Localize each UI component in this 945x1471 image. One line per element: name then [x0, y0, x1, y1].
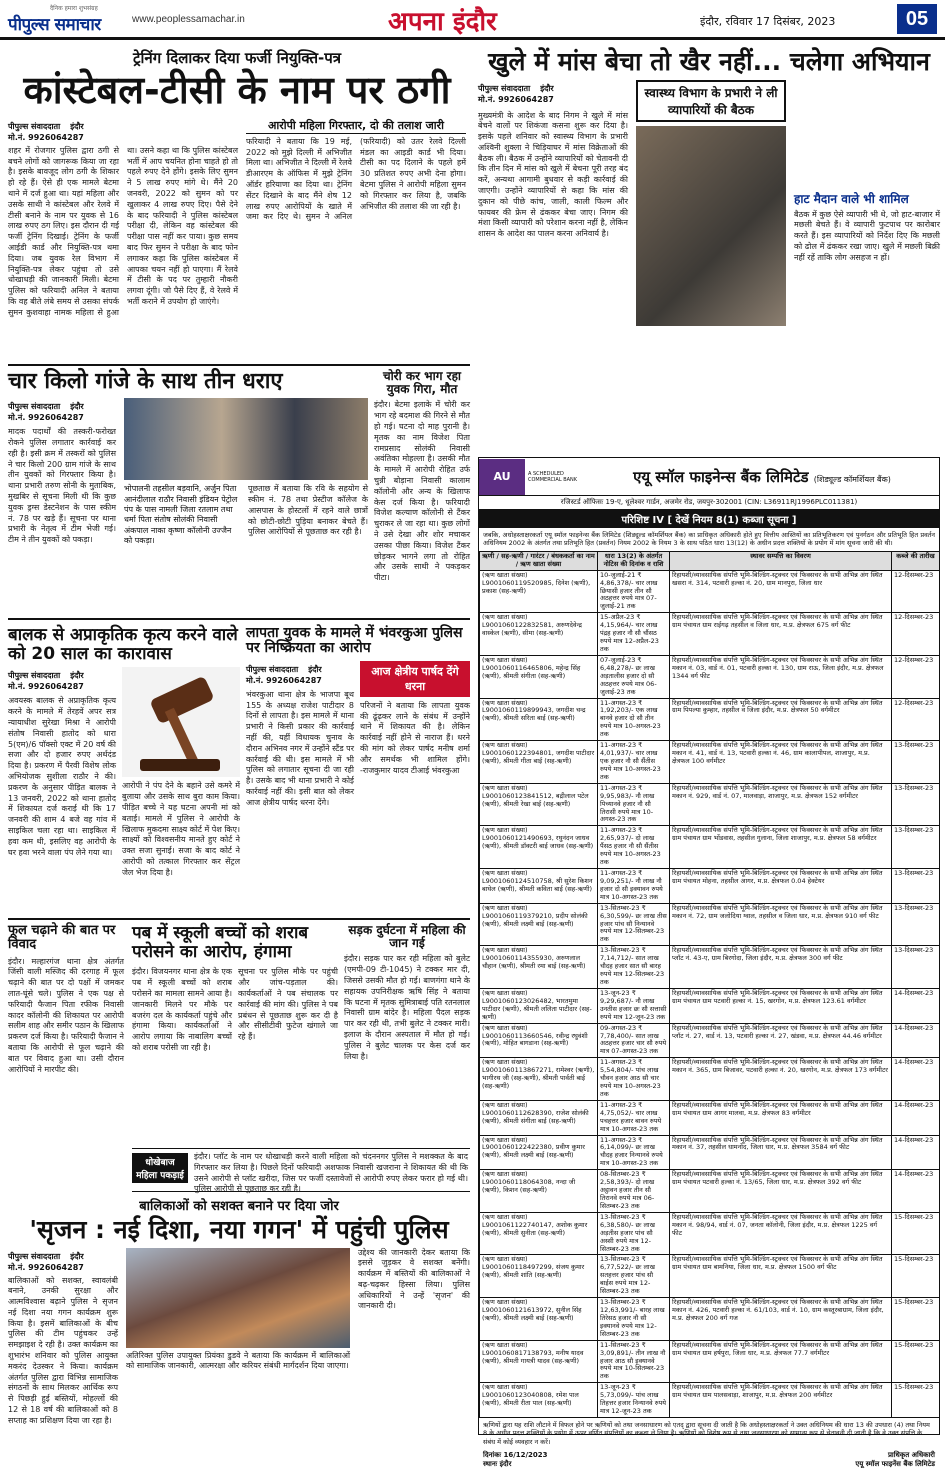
- bank-logo-text: AU: [493, 469, 511, 483]
- article-headline: फूल चढ़ाने की बात पर विवाद: [8, 923, 116, 953]
- gavel-illustration: [122, 667, 240, 777]
- borrower-cell: (ऋण खाता संख्या) L9001060118064308, नन्दा जी (ऋणी), किशन (सह-ऋणी): [480, 1170, 598, 1213]
- section-title: अपना इंदौर: [388, 7, 497, 37]
- notice-intro: जबकि, अधोहस्ताक्षरकर्ता एयू स्मॉल फाइनेन्स बैंक लिमिटेड (शिड्यूल्ड कॉमर्शियल बैंक) का प्राधिकृत अधिकारी होते हुए वित्तीय आस्तियों का प्रतिभूतिकरण एवं पुनर्गठन और प्रतिभूति हित प्रवर्तन अधिनियम 2002 के अंतर्गत तथा प्रतिभूति हित (प्रवर्तन) नियम 2002 के नियम 3 के साथ पठित धारा 13(12) के अधीन प्रदत्त शक्तियों के प्रयोग में मांग सूचना जारी की थी।: [483, 531, 935, 548]
- demand-notice-cell: 13-जून-23 ₹ 5,73,099/- पांच लाख तिहत्तर हजार निन्यानवे रुपये मात्र 12-जून-23 तक: [598, 1383, 670, 1418]
- possession-date-cell: 14-दिसम्बर-23: [892, 1170, 940, 1213]
- table-row: [480, 1340, 940, 1383]
- possession-date-cell: 15-दिसम्बर-23: [892, 1340, 940, 1383]
- notice-footer: ऋणियों द्वारा यह राशि लौटाने में विफल होने पर ऋणियों को तथा जनसाधारण को एतद् द्वारा सूचना दी जाती है कि अधोहस्ताक्षरकर्ता ने उक्त अधिनियम की धारा 13 की उपधारा (4) तथा नियम 8 के अधीन प्रदत्त शक्तियों के प्रयोग में ऊपर वर्णित संपत्तियों का कब्जा ले लिया है। ऋणियों को विशेष रूप से तथा जनसाधारण को सामान्य रूप से चेतावनी दी जाती है कि वे उक्त संपत्ति के संबंध में कोई व्यवहार न करें।: [483, 1420, 930, 1446]
- column-header: ऋणी / सह-ऋणी / गारंटर / बंधककर्ता का नाम / ऋण खाता संख्या: [480, 551, 598, 570]
- demand-notice-cell: 10-जुलाई-21 ₹ 4,86,378/- चार लाख छियासी हजार तीन सौ अठहत्तर रुपये मात्र 07-जुलाई-21 तक: [598, 570, 670, 613]
- property-cell: रिहायशी/व्यावसायिक संपत्ति भूमि-बिल्डिंग-स्ट्रक्चर एवं फिक्सचर के सभी अभिन्न अंग स्थित ग्राम पंचायत पटवारी हल्का नं. 13/65, जिला धार, म.प्र. क्षेत्रफल 392 वर्ग फीट: [670, 1170, 892, 1213]
- property-cell: रिहायशी/व्यावसायिक संपत्ति भूमि-बिल्डिंग-स्ट्रक्चर एवं फिक्सचर के सभी अभिन्न अंग स्थित ग्राम पंचायत ग्राम बामनिया, जिला धार, म.प्र. क्षेत्रफल 1500 वर्ग फीट: [670, 1255, 892, 1298]
- demand-notice-cell: 13-जून-23 ₹ 9,29,687/- नौ लाख उनतीस हजार छः सौ सत्तासी रुपये मात्र 12-जून-23 तक: [598, 988, 670, 1023]
- demand-notice-cell: 11-अगस्त-23 ₹ 1,92,203/- एक लाख बानवे हजार दो सौ तीन रुपये मात्र 10-अगस्त-23 तक: [598, 698, 670, 741]
- borrower-cell: (ऋण खाता संख्या) L9001060118497299, संजय कुमार (ऋणी), श्रीमती शांति (सह-ऋणी): [480, 1255, 598, 1298]
- article-body: मादक पदार्थों की तस्करी-फरोख्त रोकने पुलिस लगातार कार्रवाई कर रही है। इसी क्रम में तस्करों को पुलिस ने चार किलो 200 ग्राम गांजे के साथ तीन युवकों को गिरफ्तार किया है। थाना प्रभारी तरुण सोनी के मुताबिक, मुखबिर से सूचना मिली थी कि कुछ युवक ड्रग्स डेस्टनेशन के पास स्कीम नं. 78 पर खड़े हैं। सूचना पर थाना प्रभारी के नेतृत्व में टीम भेजी गई। टीम ने तीन युवकों को पकड़ा।: [8, 427, 116, 545]
- signatory-org: एयू स्मॉल फाइनेंस बैंक लिमिटेड: [855, 1460, 935, 1469]
- borrower-cell: (ऋण खाता संख्या) L9001060122422380, प्रवीण कुमार (ऋणी), श्रीमती लक्ष्मी बाई (सह-ऋणी): [480, 1135, 598, 1170]
- byline: [8, 401, 116, 412]
- event-photo: [126, 1248, 350, 1348]
- byline-mobile: मो.नं. 9926064287: [8, 682, 84, 692]
- article-body: भंवरकुआ थाना क्षेत्र के भाजपा बूथ 155 के अध्यक्ष राजेश पाटीदार 8 दिनों से लापता है। इस मामले में थाना प्रभारी ने किसी प्रकार की कार्रवाई नहीं की, यहीं विधायक चुनाव के दौरान अभिनव नगर में उन्होंने स्टैंड पर कार्रवाई की थी। इस मामले में भी पुलिस को लगातार सूचना दी जा रही है। उसके बाद भी थाना प्रभारी ने कोई कार्रवाई नहीं की। इसी बात को लेकर आज क्षेत्रीय पार्षद धरना देंगे।: [246, 689, 354, 807]
- article-body: इंदौर। विजयनगर थाना क्षेत्र के एक पब में स्कूली बच्चों को शराब परोसने का मामला सामने आया है। जानकारी मिलने पर मौके पर बजरंग दल के कार्यकर्ता पहुंचे और हंगामा किया। कार्यकर्ताओं ने आरोप लगाया कि नाबालिग बच्चों को शराब परोसी जा रही है।: [132, 967, 232, 1052]
- article-body-2: अतिरिक्त पुलिस उपायुक्त प्रियंका डुडवे ने बताया कि कार्यक्रम में बालिकाओं को सामाजिक जानकारी, आत्मरक्षा और करियर संबंधी मार्गदर्शन दिया जाएगा।: [126, 1350, 350, 1371]
- table-row: [480, 1135, 940, 1170]
- divider: [8, 364, 470, 366]
- property-cell: रिहायशी/व्यावसायिक संपत्ति भूमि-बिल्डिंग-स्ट्रक्चर एवं फिक्सचर के सभी अभिन्न अंग स्थित ग्राम पंचायत ग्राम हर्षपुरा, जिला धार, म.प्र. क्षेत्रफल 77.7 वर्गमीटर: [670, 1340, 892, 1383]
- possession-date-cell: 14-दिसम्बर-23: [892, 1058, 940, 1101]
- possession-table: [479, 551, 940, 1418]
- article-body: इंदौर। मल्हारगंज थाना क्षेत्र अंतर्गत जिंसी वाली मस्जिद की दरगाह में फूल चढ़ाने की बात पर दो पक्षों में जमकर लात-घूंसे चले। पुलिस ने एक पक्ष से फरियादी फैजान पिता रफीक निवासी कादर कॉलोनी की शिकायत पर आरोपी सलीम शाह और समीर पठान के खिलाफ प्रकरण दर्ज किया है। फरियादी फैजान ने बताया कि आरोपी से फूल चढ़ाने की बात पर विवाद हुआ था। उसी दौरान आरोपियों ने मारपीट की।: [8, 956, 124, 1074]
- gavel-icon: [122, 667, 240, 777]
- property-cell: रिहायशी/व्यावसायिक संपत्ति भूमि-बिल्डिंग-स्ट्रक्चर एवं फिक्सचर के सभी अभिन्न अंग स्थित मकान नं. 72, ग्राम जलोदिया ग्वाल, तहसील व जिला धार, म.प्र. क्षेत्रफल 910 वर्ग फीट: [670, 903, 892, 946]
- article-flower-dispute: [8, 924, 124, 1144]
- byline-city: इंदौर: [540, 83, 554, 93]
- property-cell: रिहायशी/व्यावसायिक संपत्ति भूमि-बिल्डिंग-स्ट्रक्चर एवं फिक्सचर के सभी अभिन्न अंग स्थित ग्राम पिपल्या कुम्हार, तहसील व जिला इंदौर, म.प्र. क्षेत्रफल 50 वर्गमीटर: [670, 698, 892, 741]
- table-row: [480, 698, 940, 741]
- borrower-cell: (ऋण खाता संख्या) L9001060121613972, सुनील सिंह (ऋणी), श्रीमती लक्ष्मी बाई (सह-ऋणी): [480, 1298, 598, 1341]
- property-cell: रिहायशी/व्यावसायिक संपत्ति भूमि-बिल्डिंग-स्ट्रक्चर एवं फिक्सचर के सभी अभिन्न अंग स्थित प्लॉट नं. 43-ए, ग्राम बिरगोदा, जिला इंदौर, म.प्र. क्षेत्रफल 300 वर्ग फीट: [670, 946, 892, 989]
- byline: [8, 121, 238, 132]
- table-row: [480, 741, 940, 784]
- article-body: इंदौर। सड़क पार कर रही महिला को बुलेट (एमपी-09 टी-1045) ने टक्कर मार दी, जिससे उसकी मौत हो गई। बाणगंगा थाने के सहायक उपनिरीक्षक ऋषि सिंह ने बताया कि घटना में मृतक सुमित्राबाई पति रतनलाल निवासी ग्राम बांदेर है। महिला पैदल सड़क पार कर रही थी, तभी बुलेट ने टक्कर मारी। इलाज के दौरान अस्पताल में मौत हो गई। पुलिस ने बुलेट चालक पर केस दर्ज कर लिया है।: [344, 954, 470, 1061]
- property-cell: रिहायशी/व्यावसायिक संपत्ति भूमि-बिल्डिंग-स्ट्रक्चर एवं फिक्सचर के सभी अभिन्न अंग स्थित ग्राम पंचायत ग्राम पालसवाड़ा, शाजापुर, म.प्र. क्षेत्रफल 200 वर्गमीटर: [670, 1383, 892, 1418]
- bank-name-suffix: (शिड्यूल्ड कॉमर्शियल बैंक): [813, 474, 891, 484]
- borrower-cell: (ऋण खाता संख्या) L9001060119520985, दिनेश (ऋणी), प्रकाश (सह-ऋणी): [480, 570, 598, 613]
- notice-appendix-title: परिशिष्ट IV [ देखें नियम 8(1) कब्जा सूचना ]: [479, 510, 939, 528]
- byline-city: इंदौर: [308, 664, 322, 674]
- article-body: इंदौर। बेटमा इलाके में चोरी कर भाग रहे बदमाश की गिरने से मौत हो गई। घटना दो माह पुरानी है। मृतक का नाम विजेश पिता रामप्रसाद सोलंकी निवासी अवंतिका मोहल्ला है। उसकी मौत के मामले में आरोपी रोहित उर्फ चुन्नी बोड़ाना निवासी कालाम कॉलोनी और अन्य के खिलाफ केस दर्ज किया है। फरियादी विजेश कल्याण कॉलोनी से टैंकर चुराकर ले जा रहा था। कुछ लोगों ने उसे देखा और शोर मचाकर उसका पीछा किया। विजेश टैंकर छोड़कर भागने लगा तो रोहित और उसके साथी ने पकड़कर पीटा।: [374, 400, 470, 583]
- article-body-2: आरोपी ने पंप देने के बहाने उसे कमरे में बुलाया और उसके साथ बुरा काम किया। पीड़ित बच्चे ने यह घटना अपनी मां को बताई। मामले में पुलिस ने आरोपी के खिलाफ मुकदमा साक्ष्य कोर्ट में पेश किए। साक्ष्यों को विश्वसनीय मानते हुए कोर्ट ने उक्त सजा सुनाई। सजा के बाद कोर्ट ने आरोपी को तत्काल गिरफ्तार कर सेंट्रल जेल भेज दिया है।: [122, 781, 240, 877]
- table-row: [480, 1255, 940, 1298]
- registered-office: रजिस्टर्ड ऑफिसः 19-ए, धूलेश्वर गार्डन, अजमेर रोड, जयपुर-302001 (CIN: L36911RJ1996PLC011381): [479, 496, 939, 510]
- article-kicker: ट्रेनिंग दिलाकर दिया फर्जी नियुक्ति-पत्र: [132, 49, 342, 67]
- divider: [8, 918, 470, 920]
- possession-date-cell: 13-दिसम्बर-23: [892, 868, 940, 903]
- article-headline: कांस्टेबल-टीसी के नाम पर ठगी: [23, 68, 451, 112]
- property-cell: रिहायशी/व्यावसायिक संपत्ति भूमि-बिल्डिंग-स्ट्रक्चर एवं फिक्सचर के सभी अभिन्न अंग स्थित ग्राम पंचायत ग्राम पटवारी हल्का नं. 15, खरगोन, म.प्र. क्षेत्रफल 123.61 वर्गमीटर: [670, 988, 892, 1023]
- borrower-cell: (ऋण खाता संख्या) L9001060113660546, रवीन्द्र रघुवंशी (ऋणी), मोहित बागडाना (सह-ऋणी): [480, 1023, 598, 1058]
- possession-date-cell: 13-दिसम्बर-23: [892, 741, 940, 784]
- masthead: [0, 0, 945, 40]
- bank-logo: [479, 459, 525, 495]
- byline-city: इंदौर: [70, 671, 84, 681]
- borrower-cell: (ऋण खाता संख्या) L9001060121490693, रघुनंदन जाधव (ऋणी), श्रीमती डॉक्टरी बाई जाधव (सह-ऋणी): [480, 826, 598, 869]
- meeting-photo: [636, 126, 786, 326]
- possession-date-cell: 12-दिसम्बर-23: [892, 655, 940, 698]
- article-headline: खुले में मांस बेचा तो खैर नहीं... चलेगा अभियान: [488, 47, 930, 76]
- byline-city: इंदौर: [70, 402, 84, 412]
- table-row: [480, 868, 940, 903]
- column-header: कब्जे की तारीख: [892, 551, 940, 570]
- table-row: [480, 1058, 940, 1101]
- table-row: [480, 826, 940, 869]
- byline-bureau: पीपुल्स संवाददाता: [478, 83, 531, 93]
- brand-tagline: दैनिक हमारा शुभसंग्रह: [50, 5, 98, 12]
- demand-notice-cell: 15-अप्रैल-23 ₹ 4,15,964/- चार लाख पंद्रह हजार नौ सौ चौंसठ रुपये मात्र 12-अप्रैल-23 तक: [598, 613, 670, 656]
- table-row: [480, 570, 940, 613]
- notice-signature: [479, 1449, 939, 1471]
- demand-notice-cell: 13-सितम्बर-23 ₹ 6,38,580/- छः लाख अड़तीस हजार पांच सौ अस्सी रुपये मात्र 12-सितम्बर-23 तक: [598, 1212, 670, 1255]
- article-headline: बालक से अप्राकृतिक कृत्य करने वाले को 20 साल का कारावास: [8, 625, 238, 664]
- byline: [478, 83, 628, 94]
- article-body-2: बैठक में कुछ ऐसे व्यापारी भी थे, जो हाट-बाजार में मछली बेचते हैं। वे व्यापारी फुटपाथ पर कारोबार करते हैं। इस व्यापारियों को निर्देश दिए कि मछली को ढोल में ढंककर रखा जाए। खुले में मछली बिक्री नहीं रहें ताकि लोग असहज न हों।: [794, 209, 940, 262]
- demand-notice-cell: 11-अगस्त-23 ₹ 5,54,804/- पांच लाख चौवन हजार आठ सौ चार रुपये मात्र 10-अगस्त-23 तक: [598, 1058, 670, 1101]
- property-cell: रिहायशी/व्यावसायिक संपत्ति भूमि-बिल्डिंग-स्ट्रक्चर एवं फिक्सचर के सभी अभिन्न अंग स्थित मकान नं. 365, ग्राम बिजावर, पटवारी हल्का नं. 20, खरगोन, म.प्र. क्षेत्रफल 173 वर्गमीटर: [670, 1058, 892, 1101]
- table-row: [480, 655, 940, 698]
- byline-city: इंदौर: [70, 121, 84, 131]
- possession-date-cell: 12-दिसम्बर-23: [892, 613, 940, 656]
- byline: [8, 670, 116, 681]
- article-headline: 'सृजन : नई दिशा, नया गगन' में पहुंची पुलिस: [29, 1215, 449, 1244]
- demand-notice-cell: 11-अगस्त-23 ₹ 2,65,937/- दो लाख पैंसठ हजार नौ सौ सैंतीस रुपये मात्र 10-अगस्त-23 तक: [598, 826, 670, 869]
- arrest-photo: [124, 398, 368, 480]
- article-headline: लापता युवक के मामले में भंवरकुआ पुलिस पर निष्क्रियता का आरोप: [246, 625, 463, 657]
- byline-mobile: मो.नं. 9926064287: [478, 94, 554, 104]
- borrower-cell: (ऋण खाता संख्या) L9001060123026482, भारतमुमा पाटीदार (ऋणी), श्रीमती ललिता पाटीदार (सह-ऋणी): [480, 988, 598, 1023]
- byline-bureau: पीपुल्स संवाददाता: [8, 121, 61, 131]
- possession-date-cell: 13-दिसम्बर-23: [892, 946, 940, 989]
- protest-tag: आज क्षेत्रीय पार्षद देंगे धरना: [360, 661, 470, 697]
- borrower-cell: (ऋण खाता संख्या) L9001060124510758, श्री सुरेश किशन बाघेल (ऋणी), श्रीमती कविता बाई (सह-ऋणी): [480, 868, 598, 903]
- table-row: [480, 1298, 940, 1341]
- article-body-3: उद्देश्य की जानकारी देकर बताया कि इससे जुड़कर वे सशक्त बनेंगी। कार्यक्रम में बस्तियों की बालिकाओं ने बढ़-चढ़कर हिस्सा लिया। पुलिस अधिकारियों ने उन्हें 'सृजन' की जानकारी दी।: [358, 1247, 470, 1311]
- table-row: [480, 613, 940, 656]
- possession-date-cell: 13-दिसम्बर-23: [892, 826, 940, 869]
- byline-bureau: पीपुल्स संवाददाता: [246, 664, 299, 674]
- borrower-cell: (ऋण खाता संख्या) L9001061122740147, अशोक कुमार (ऋणी), श्रीमती सुनीता (सह-ऋणी): [480, 1212, 598, 1255]
- property-cell: रिहायशी/व्यावसायिक संपत्ति भूमि-बिल्डिंग-स्ट्रक्चर एवं फिक्सचर के सभी अभिन्न अंग स्थित ग्राम पंचायत ग्राम भोंडवास, तहसील गुलाना, जिला शाजापुर, म.प्र. क्षेत्रफल 58 वर्गमीटर: [670, 826, 892, 869]
- table-row: [480, 946, 940, 989]
- article-body: अवयस्क बालक से अप्राकृतिक कृत्य करने के मामले में तेरहवें अपर सत्र न्यायाधीश सुरेखा मिश्रा ने आरोपी संतोष निवासी हातोद को धारा 5(एम)/6 पॉक्सो एक्ट में 20 वर्ष की सजा और दो हजार रुपए अर्थदंड दिया है। प्रकरण में पैरवी विशेष लोक अभियोजक सुशीला राठौर ने की। प्रकरण के अनुसार पीड़ित बालक ने 13 जनवरी, 2022 को थाना हातोद में शिकायत दर्ज कराई थी कि 17 जनवरी की शाम 4 बजे वह गांव में साइकिल चला रहा था। साइकिल में हवा कम थी, इसलिए वह आरोपी के घर हवा भरने वाला पंप लेने गया था।: [8, 696, 116, 857]
- bank-name-text: एयू स्मॉल फाइनेन्स बैंक लिमिटेड: [633, 467, 809, 486]
- brief-body: इंदौर। प्लॉट के नाम पर धोखाधड़ी करने वाली महिला को चंदननगर पुलिस ने मशक्कत के बाद गिरफ्तार कर लिया है। पिछले दिनों फरियादी अशफाक निवासी खजराना ने शिकायत की थी कि उसने आरोपी से प्लॉट खरीदा, जिस पर फर्जी दस्तावेजों से आरोपी रुपए लेकर फरार हो गई थी। पुलिस आरोपी से पूछताछ कर रही है।: [194, 1152, 468, 1194]
- borrower-cell: (ऋण खाता संख्या) L9001060116465806, महेन्द्र सिंह (ऋणी), श्रीमती संगीता (सह-ऋणी): [480, 655, 598, 698]
- photo-caption: स्वास्थ्य विभाग के प्रभारी ने ली व्यापारियों की बैठक: [636, 80, 786, 122]
- article-kicker: बालिकाओं को सशक्त बनाने पर दिया जोर: [139, 1199, 339, 1214]
- property-cell: रिहायशी/व्यावसायिक संपत्ति भूमि-बिल्डिंग-स्ट्रक्चर एवं फिक्सचर के सभी अभिन्न अंग स्थित खसरा नं. 314, पटवारी हल्का नं. 20, ग्राम मानपुरा, जिला धार: [670, 570, 892, 613]
- possession-date-cell: 14-दिसम्बर-23: [892, 988, 940, 1023]
- brief-tag: धोखेबाज महिला पकड़ाई: [132, 1153, 188, 1183]
- article-ganja: [8, 370, 368, 610]
- dateline: इंदौर, रविवार 17 दिसंबर, 2023: [700, 15, 836, 28]
- property-cell: रिहायशी/व्यावसायिक संपत्ति भूमि-बिल्डिंग-स्ट्रक्चर एवं फिक्सचर के सभी अभिन्न अंग स्थित मकान नं. 426, पटवारी हल्का नं. 61/103, वार्ड नं. 10, ग्राम कस्तूरबाग्राम, जिला इंदौर, म.प्र. क्षेत्रफल 200 वर्ग गज: [670, 1298, 892, 1341]
- possession-date-cell: 14-दिसम्बर-23: [892, 1023, 940, 1058]
- table-row: [480, 1383, 940, 1418]
- byline-city: इंदौर: [70, 1251, 84, 1261]
- possession-date-cell: 15-दिसम्बर-23: [892, 1255, 940, 1298]
- possession-date-cell: 13-दिसम्बर-23: [892, 903, 940, 946]
- bank-possession-notice: [478, 457, 940, 1469]
- column-header: धारा 13(2) के अंतर्गत नोटिस की दिनांक व राशि: [598, 551, 670, 570]
- possession-date-cell: 15-दिसम्बर-23: [892, 1383, 940, 1418]
- newspaper-brand: [8, 4, 101, 35]
- demand-notice-cell: 11-अगस्त-23 ₹ 6,14,099/- छः लाख चौदह हजार निन्यानवे रुपये मात्र 10-अगस्त-23 तक: [598, 1135, 670, 1170]
- borrower-cell: (ऋण खाता संख्या) L9001060113867271, रामेश्वर (ऋणी), भागीरथ जी (सह-ऋणी), श्रीमती पार्वती बाई (सह-ऋणी): [480, 1058, 598, 1101]
- property-cell: रिहायशी/व्यावसायिक संपत्ति भूमि-बिल्डिंग-स्ट्रक्चर एवं फिक्सचर के सभी अभिन्न अंग स्थित मकान नं. 03, वार्ड नं. 01, पटवारी हल्का नं. 130, ग्राम राऊ, जिला इंदौर, म.प्र. क्षेत्रफल 1344 वर्ग फीट: [670, 655, 892, 698]
- page-number: 05: [897, 4, 937, 34]
- demand-notice-cell: 13-सितम्बर-23 ₹ 12,63,991/- बारह लाख तिरेसठ हजार नौ सौ इक्यानवे रुपये मात्र 12-सितम्बर-23 तक: [598, 1298, 670, 1341]
- article-body: मुख्यमंत्री के आदेश के बाद निगम ने खुले में मांस बेचने वालों पर शिकंजा कसना शुरू कर दिया है। इसके पहले शनिवार को स्वास्थ्य विभाग के प्रभारी अश्विनी शुक्ला ने चिड़ियाघर में मांस विक्रेताओं की बैठक ली। बैठक में उन्होंने व्यापारियों को चेतावनी दी कि तीन दिन में मांस को खुले में बेचना पूरी तरह बंद करें, अन्यथा आगामी बुधवार से कड़ी कार्रवाई की जाएगी। उन्होंने व्यापारियों से कहा कि मांस की दुकान को पीछे कांच, जाली, काली फिल्म और फायबर की फ्रेम से ढंककर बेचा जाए। निगम की मंशा किसी व्यापारी को परेशान करना नहीं है, लेकिन शासन के आदेश का पालन करना अनिवार्य है।: [478, 110, 628, 239]
- borrower-cell: (ऋण खाता संख्या) L9001060123040808, रमेश पाल (ऋणी), श्रीमती रीता पाल (सह-ऋणी): [480, 1383, 598, 1418]
- brief-fraud: [132, 1148, 470, 1192]
- byline-mobile: मो.नं. 9926064287: [8, 1262, 84, 1272]
- article-subhead: हाट मैदान वाले भी शामिल: [794, 191, 909, 206]
- demand-notice-cell: 13-सितम्बर-23 ₹ 6,77,522/- छः लाख सतहत्तर हजार पांच सौ बाईस रुपये मात्र 12-सितम्बर-23 तक: [598, 1255, 670, 1298]
- property-cell: रिहायशी/व्यावसायिक संपत्ति भूमि-बिल्डिंग-स्ट्रक्चर एवं फिक्सचर के सभी अभिन्न अंग स्थित ग्राम पंचायत ग्राम राईगढ़ तहसील व जिला धार, म.प्र. क्षेत्रफल 675 वर्ग फीट: [670, 613, 892, 656]
- borrower-cell: (ऋण खाता संख्या) L9001060114355930, अरुणलाल चौहान (ऋणी), श्रीमती रमा बाई (सह-ऋणी): [480, 946, 598, 989]
- possession-date-cell: 15-दिसम्बर-23: [892, 1212, 940, 1255]
- demand-notice-cell: 11-अगस्त-23 ₹ 9,95,983/- नौ लाख पिच्यानवे हजार नौ सौ तिरासी रुपये मात्र 10-अगस्त-23 तक: [598, 783, 670, 826]
- byline-bureau: पीपुल्स संवाददाता: [8, 1251, 61, 1261]
- possession-date-cell: 12-दिसम्बर-23: [892, 698, 940, 741]
- article-headline: पब में स्कूली बच्चों को शराब परोसने का आरोप, हंगामा: [132, 923, 309, 962]
- article-body-2: फरियादी ने बताया कि 19 मई, 2022 को मुझे दिल्ली में अभिजीत मिला था। अभिजीत ने दिल्ली में रेलवे डीआरएम के ऑफिस में मुझे ट्रेनिंग ऑर्डर हरियाणा का दिया था। ट्रेनिंग सेंटर दिखाने के बाद मैंने शेष 12 लाख रुपए आरोपियों के खाते में जमा कर दिए थे। सुमन ने अनिल (फरियादी) को उतर रेलवे दिल्ली मंडल का आइडी कार्ड भी दिया। टीसी का पद दिलाने के पहले हमें 30 प्रतिशत रुपए अभी देना होगा। बेटमा पुलिस ने आरोपी महिला सुमन को गिरफ्तार कर लिया है, जबकि अभिजीत की तलाश की जा रही है।: [246, 136, 466, 222]
- article-school-liquor: [132, 924, 338, 1144]
- demand-notice-cell: 13-सितम्बर-23 ₹ 6,30,599/- छः लाख तीस हजार पांच सौ निन्यानवे रुपये मात्र 12-सितम्बर-23 तक: [598, 903, 670, 946]
- possession-date-cell: 14-दिसम्बर-23: [892, 1135, 940, 1170]
- possession-date-cell: 12-दिसम्बर-23: [892, 570, 940, 613]
- possession-date-cell: 13-दिसम्बर-23: [892, 783, 940, 826]
- table-row: [480, 903, 940, 946]
- article-body-2: सूचना पर पुलिस मौके पर पहुंची और जांच-पड़ताल की। कार्यकर्ताओं ने पब संचालक पर कार्रवाई की मांग की। पुलिस ने पब प्रबंधन से पूछताछ शुरू कर दी है और सीसीटीवी फुटेज खंगाले जा रहे हैं।: [238, 967, 338, 1042]
- notice-place: स्थानः इंदौर: [483, 1460, 512, 1469]
- table-row: [480, 783, 940, 826]
- demand-notice-cell: 11-सितम्बर-23 ₹ 3,09,891/- तीन लाख नौ हजार आठ सौ इक्यानवे रुपये मात्र 10-सितम्बर-23 तक: [598, 1340, 670, 1383]
- demand-notice-cell: 11-अगस्त-23 ₹ 4,75,052/- चार लाख पचहत्तर हजार बावन रुपये मात्र 10-अगस्त-23 तक: [598, 1100, 670, 1135]
- property-cell: रिहायशी/व्यावसायिक संपत्ति भूमि-बिल्डिंग-स्ट्रक्चर एवं फिक्सचर के सभी अभिन्न अंग स्थित ग्राम पंचायत मोहना, तहसील आगर, म.प्र. क्षेत्रफल 0.04 हेक्टेयर: [670, 868, 892, 903]
- table-row: [480, 1023, 940, 1058]
- borrower-cell: (ऋण खाता संख्या) L9001060122832581, अरुणदेवेन्द्र वास्केल (ऋणी), सीमा (सह-ऋणी): [480, 613, 598, 656]
- borrower-cell: (ऋण खाता संख्या) L9001060817138793, मनीष यादव (ऋणी), श्रीमती गायत्री यादव (सह-ऋणी): [480, 1340, 598, 1383]
- byline-bureau: पीपुल्स संवाददाता: [8, 671, 61, 681]
- table-header-row: [480, 551, 940, 570]
- article-missing-youth: [246, 626, 470, 914]
- property-cell: रिहायशी/व्यावसायिक संपत्ति भूमि-बिल्डिंग-स्ट्रक्चर एवं फिक्सचर के सभी अभिन्न अंग स्थित ग्राम पंचायत ग्राम आगर मालवा, म.प्र. क्षेत्रफल 83 वर्गमीटर: [670, 1100, 892, 1135]
- article-subhead: आरोपी महिला गिरफ्तार, दो की तलाश जारी: [246, 118, 466, 134]
- column-header: स्थावर सम्पत्ति का विवरण: [670, 551, 892, 570]
- borrower-cell: (ऋण खाता संख्या) L9001060119379210, प्रदीप सोलंकी (ऋणी), श्रीमती लक्ष्मी बाई (सह-ऋणी): [480, 903, 598, 946]
- article-court: [8, 626, 240, 914]
- article-headline: सड़क दुर्घटना में महिला की जान गई: [348, 923, 466, 951]
- article-headline: चार किलो गांजे के साथ तीन धराए: [8, 369, 283, 394]
- possession-date-cell: 14-दिसम्बर-23: [892, 1100, 940, 1135]
- demand-notice-cell: 07-जुलाई-23 ₹ 6,48,278/- छः लाख अड़तालीस हजार दो सौ अठहत्तर रुपये मात्र 06-जुलाई-23 तक: [598, 655, 670, 698]
- byline-mobile: मो.नं. 9926064287: [8, 132, 84, 142]
- article-srijan: [8, 1196, 470, 1436]
- table-body: [480, 570, 940, 1417]
- property-cell: रिहायशी/व्यावसायिक संपत्ति भूमि-बिल्डिंग-स्ट्रक्चर एवं फिक्सचर के सभी अभिन्न अंग स्थित मकान नं. 37, तहसील धामनोद, जिला धार, म.प्र. क्षेत्रफल 3584 वर्ग फीट: [670, 1135, 892, 1170]
- article-body-2: पूछताछ में बताया कि रवि के सहयोग से स्कीम नं. 78 तथा प्रेस्टीज कॉलेज के आसपास के होस्टलों में रहने वाले छात्रों को छोटी-छोटी पुड़िया बनाकर बेचते हैं। पुलिस आरोपियों से पूछताछ कर रही है।: [248, 484, 368, 537]
- brand-name: पीपुल्स समाचार: [8, 15, 101, 35]
- demand-notice-cell: 11-अगस्त-23 ₹ 4,01,937/- चार लाख एक हजार नौ सौ सैंतीस रुपये मात्र 10-अगस्त-23 तक: [598, 741, 670, 784]
- article-thief-dies: [374, 370, 470, 610]
- demand-notice-cell: 11-अगस्त-23 ₹ 9,09,251/- नौ लाख नौ हजार दो सौ इक्यावन रुपये मात्र 10-अगस्त-23 तक: [598, 868, 670, 903]
- property-cell: रिहायशी/व्यावसायिक संपत्ति भूमि-बिल्डिंग-स्ट्रक्चर एवं फिक्सचर के सभी अभिन्न अंग स्थित प्लॉट नं. 27, वार्ड नं. 13, पटवारी हल्का नं. 27, खंडवा, म.प्र. क्षेत्रफल 44.46 वर्गमीटर: [670, 1023, 892, 1058]
- bank-logo-subtitle: A SCHEDULED COMMERCIAL BANK: [528, 470, 578, 483]
- article-body: शहर में रोजगार पुलिस द्वारा ठगी से बचने लोगों को जागरूक किया जा रहा है। इसके बावजूद लोग ठगी के शिकार हो रहे हैं। ऐसे ही एक मामले बेटमा थाने में दर्ज हुआ था। यहां महिला और उसके साथी ने कांस्टेबल और रेलवे में टीसी बनाने के नाम पर युवक से 16 लाख रुपए ठग लिए। इस दौरान दी गई फर्जी ट्रेनिंग दिखाई। ट्रेनिंग के फर्जी आईडी कार्ड और नियुक्ति-पत्र थमा दिया। जब युवक रेल विभाग में नियुक्ति-पत्र लेकर पहुंचा तो उसे धोखाधड़ी की जानकारी मिली। बेटमा पुलिस को फरियादी अनिल ने बताया कि वह बीते लंबे समय से उसका संपर्क सुमन कुशवाहा नामक महिला से हुआ था। उसने कहा था कि पुलिस कांस्टेबल भर्ती में आप चयनित होना चाहते हो तो पहले रुपए देने होंगे। इसके लिए सुमन ने 5 लाख रुपए मांगे थे। मैंने 20 जनवरी, 2022 को सुमन को पर खुलाकर 4 लाख रुपए दिए। पैसे देने के बाद फरियादी ने पुलिस कांस्टेबल परीक्षा दी, लेकिन वह कांस्टेबल की परीक्षा पास नहीं कर पाया। कुछ समय बाद फिर सुमन ने परीक्षा के बाद फोन लगाकर कहा कि पुलिस कांस्टेबल में आपका चयन नहीं हो पाएगा। मैं रेलवे में टीसी के पद पर तुम्हारी नौकरी लगवा दूंगी। जो पैसे दिए हैं, वे रेलवे में भर्ती कराने में उपयोग हो जाएंगे।: [8, 145, 238, 317]
- table-row: [480, 1100, 940, 1135]
- signatory-title: प्राधिकृत अधिकारी: [887, 1451, 935, 1460]
- article-body: बालिकाओं को सशक्त, स्वावलंबी बनाने, उनकी सुरक्षा और आत्मविश्वास बढ़ाने पुलिस ने सृजन नई दिशा नया गगन कार्यक्रम शुरू किया है। इसमें बालिकाओं के बीच पुलिस की टीम पहुंचकर उन्हें समझाइश दे रही है। उक्त कार्यक्रम का शुभारंभ शनिवार को पुलिस आयुक्त मकरंद देउस्कर ने किया। कार्यक्रम अंतर्गत पुलिस द्वारा विभिन्न सामाजिक संगठनों के साथ मिलकर आर्थिक रूप से पिछड़ी हुई बस्तियों, मोहल्लों की 12 से 18 वर्ष की बालिकाओं को 8 सप्ताह का प्रशिक्षण दिया जा रहा है।: [8, 1275, 118, 1425]
- article-headline: चोरी कर भाग रहा युवक गिरा, मौत: [382, 369, 462, 397]
- demand-notice-cell: 08-सितम्बर-23 ₹ 2,58,393/- दो लाख अट्ठावन हजार तीन सौ तिरानवे रुपये मात्र 06-सितम्बर-23 तक: [598, 1170, 670, 1213]
- byline: [8, 1251, 118, 1262]
- property-cell: रिहायशी/व्यावसायिक संपत्ति भूमि-बिल्डिंग-स्ट्रक्चर एवं फिक्सचर के सभी अभिन्न अंग स्थित मकान नं. 929, वार्ड नं. 07, मालवाड़ा, शाजापुर, म.प्र. क्षेत्रफल 152 वर्गमीटर: [670, 783, 892, 826]
- borrower-cell: (ऋण खाता संख्या) L9001060123841512, बद्रीलाल पटेल (ऋणी), श्रीमती रेखा बाई (सह-ऋणी): [480, 783, 598, 826]
- notice-header: [479, 458, 939, 496]
- borrower-cell: (ऋण खाता संख्या) L9001060122394801, जगदीश पाटीदार (ऋणी), श्रीमती गीता बाई (सह-ऋणी): [480, 741, 598, 784]
- byline-mobile: मो.नं. 9926064287: [8, 413, 84, 423]
- table-row: [480, 1212, 940, 1255]
- photo-caption: भोपालनी तहसील बड़वानि, अर्जुन पिता आनंदीलाल राठौर निवासी इंडियन पेट्रोल पंप के पास नामली जिला रतलाम तथा धर्मा पिता संतोष सोलंकी निवासी अंकपाल नाका कृष्णा कॉलोनी उज्जैन को पकड़ा।: [124, 484, 238, 546]
- table-row: [480, 988, 940, 1023]
- possession-date-cell: 15-दिसम्बर-23: [892, 1298, 940, 1341]
- table-row: [480, 1170, 940, 1213]
- notice-date: दिनांकः 16/12/2023: [483, 1451, 548, 1460]
- borrower-cell: (ऋण खाता संख्या) L9001060112628390, राजेश सोलंकी (ऋणी), श्रीमती संगीता बाई (सह-ऋणी): [480, 1100, 598, 1135]
- divider: [8, 618, 470, 620]
- byline-mobile: मो.नं. 9926064287: [246, 675, 322, 685]
- property-cell: रिहायशी/व्यावसायिक संपत्ति भूमि-बिल्डिंग-स्ट्रक्चर एवं फिक्सचर के सभी अभिन्न अंग स्थित मकान नं. 98/94, वार्ड नं. 07, जनता कॉलोनी, जिला इंदौर, म.प्र. क्षेत्रफल 1225 वर्ग फीट: [670, 1212, 892, 1255]
- demand-notice-cell: 09-अगस्त-23 ₹ 7,78,400/- सात लाख अठहत्तर हजार चार सौ रुपये मात्र 07-अगस्त-23 तक: [598, 1023, 670, 1058]
- article-body-2: परिजनों ने बताया कि लापता युवक की ढूंढ़कर लाने के संबंध में उन्होंने थाने में शिकायत की है। लेकिन कार्रवाई नहीं होने से नाराज हैं। धरने की मांग को लेकर पार्षद मनीष शर्मा और समर्थक भी शामिल होंगे। -राजकुमार यादव टीआई भंवरकुआ: [360, 700, 470, 775]
- property-cell: रिहायशी/व्यावसायिक संपत्ति भूमि-बिल्डिंग-स्ट्रक्चर एवं फिक्सचर के सभी अभिन्न अंग स्थित मकान नं. 41, वार्ड नं. 13, पटवारी हल्का नं. 46, ग्राम कालापीपल, शाजापुर, म.प्र. क्षेत्रफल 100 वर्गमीटर: [670, 741, 892, 784]
- byline-bureau: पीपुल्स संवाददाता: [8, 402, 61, 412]
- article-meat-shops: [478, 48, 940, 453]
- demand-notice-cell: 13-सितम्बर-23 ₹ 7,14,712/- सात लाख चौदह हजार सात सौ बारह रुपये मात्र 12-सितम्बर-23 तक: [598, 946, 670, 989]
- bank-name: [585, 467, 939, 487]
- site-url-link[interactable]: www.peoplessamachar.in: [132, 14, 245, 25]
- article-fake-recruitment: [8, 48, 466, 360]
- byline: [246, 664, 354, 675]
- borrower-cell: (ऋण खाता संख्या) L9001060119899943, जगदीश चन्द्र (ऋणी), श्रीमती सरिता बाई (सह-ऋणी): [480, 698, 598, 741]
- article-accident: [344, 924, 470, 1144]
